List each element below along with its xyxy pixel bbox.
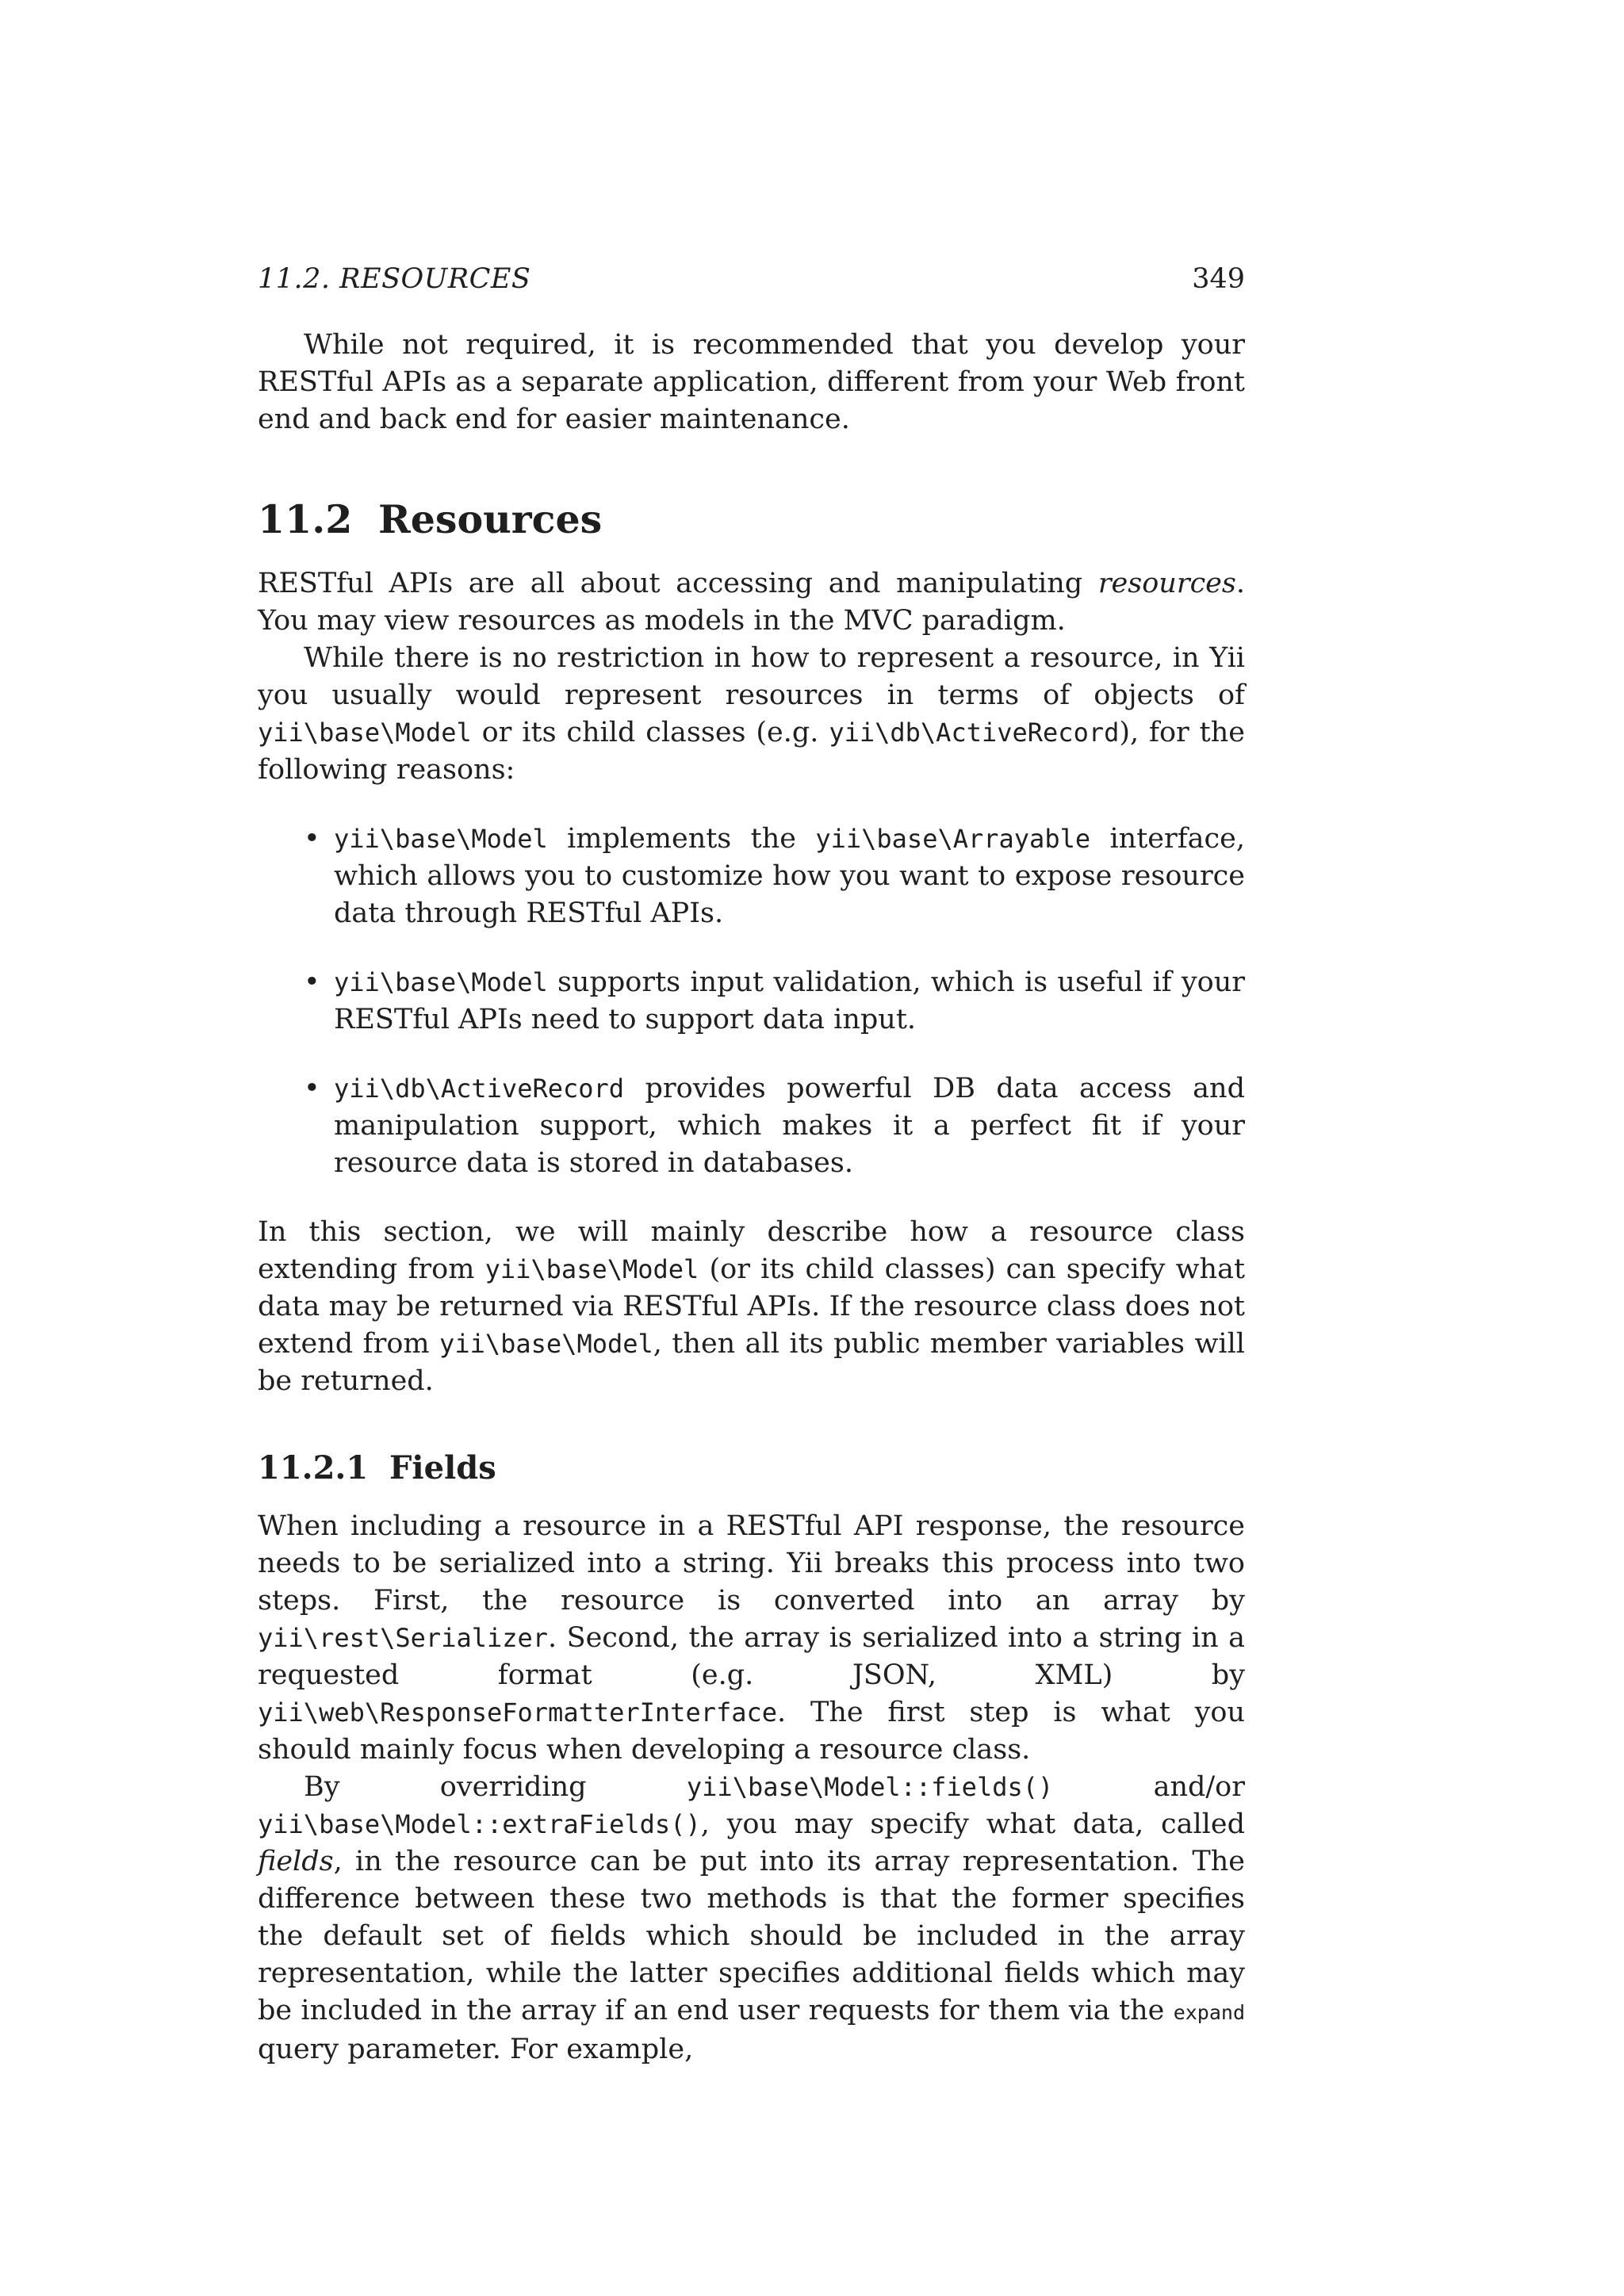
text-run: ), for the following reasons:: [258, 717, 1245, 786]
representation-paragraph: [258, 640, 1245, 789]
text-run: While there is no restriction in how to represent a resource, in Yii you usually would represent resources in terms of objects of: [258, 642, 1245, 711]
code-yii-base-model: yii\base\Model: [334, 967, 548, 997]
text-run: , you may specify what data, called: [700, 1808, 1245, 1840]
emphasis-fields: fields: [258, 1846, 334, 1877]
code-model-extrafields: yii\base\Model::extraFields(): [258, 1809, 701, 1839]
list-item: [258, 964, 1245, 1039]
subsection-number: 11.2.1: [258, 1449, 369, 1487]
text-run: In this section, we will mainly describe how a resource class extending from: [258, 1216, 1245, 1285]
code-expand: expand: [1173, 2001, 1245, 2024]
text-run: implements the: [547, 823, 816, 855]
code-yii-base-model: yii\base\Model: [439, 1329, 653, 1359]
text-run: , then all its public member variables will be returned.: [258, 1328, 1245, 1397]
running-head: [258, 260, 1245, 298]
fields-paragraph: [258, 1769, 1245, 2068]
bullet-icon: •: [304, 823, 320, 855]
subsection-title: Fields: [389, 1449, 496, 1487]
code-yii-base-model: yii\base\Model: [258, 718, 472, 748]
code-yii-base-model: yii\base\Model: [485, 1254, 699, 1284]
section-number: 11.2: [258, 496, 353, 542]
section-scope-paragraph: [258, 1214, 1245, 1400]
text-run: supports input validation, which is useful if your RESTful APIs need to support data input.: [334, 966, 1245, 1035]
serialization-paragraph: [258, 1508, 1245, 1769]
text-run: . The first step is what you should mainly focus when developing a resource class.: [258, 1697, 1245, 1766]
bullet-icon: •: [304, 1073, 320, 1104]
page-number: 349: [1192, 263, 1245, 295]
text-run: , in the resource can be put into its array representation. The difference between these two methods is that the former specifies the default set of fields which should be included in the array representation, while the latter specifies additional fields which may be included in the array if an end user requests for them via the: [258, 1846, 1245, 2026]
text-run: When including a resource in a RESTful API response, the resource needs to be serialized into a string. Yii breaks this process into two steps. First, the resource is converted into an array by: [258, 1510, 1245, 1617]
text-run: or its child classes (e.g.: [471, 717, 829, 748]
code-yii-rest-serializer: yii\rest\Serializer: [258, 1623, 549, 1653]
running-head-section: 11.2. RESOURCES: [258, 263, 531, 295]
code-yii-base-arrayable: yii\base\Arrayable: [815, 824, 1091, 854]
text-run: and/or: [1053, 1771, 1245, 1803]
list-item-text: [334, 821, 1245, 932]
section-title: Resources: [378, 496, 603, 542]
list-item-text: [334, 1070, 1245, 1182]
text-run: query parameter. For example,: [258, 2034, 694, 2065]
code-model-fields: yii\base\Model::fields(): [686, 1772, 1054, 1802]
code-response-formatter-interface: yii\web\ResponseFormatterInterface: [258, 1697, 778, 1728]
book-page: [258, 260, 1245, 2068]
list-item: [258, 821, 1245, 932]
code-yii-db-activerecord: yii\db\ActiveRecord: [334, 1073, 625, 1104]
resources-paragraph: [258, 565, 1245, 640]
text-run: (or its child classes) can specify what data may be returned via RESTful APIs. If the resource class does not extend from: [258, 1253, 1246, 1360]
text-run: provides powerful DB data access and manipulation support, which makes it a perfect fit if your resource data is stored in databases.: [334, 1073, 1245, 1179]
text-run: RESTful APIs are all about accessing and manipulating: [258, 568, 1098, 599]
text-run: interface, which allows you to customize how you want to expose resource data through RESTful APIs.: [334, 823, 1245, 929]
bullet-icon: •: [304, 966, 320, 998]
subsection-heading: [258, 1448, 1245, 1489]
text-run: By overriding: [304, 1771, 687, 1803]
code-yii-base-model: yii\base\Model: [334, 824, 548, 854]
list-item: [258, 1070, 1245, 1182]
list-item-text: [334, 964, 1245, 1039]
code-yii-db-activerecord: yii\db\ActiveRecord: [829, 718, 1120, 748]
intro-paragraph: While not required, it is recommended that you develop your RESTful APIs as a separate application, different from your Web front end and back end for easier maintenance.: [258, 329, 1245, 435]
emphasis-resources: resources: [1097, 568, 1236, 599]
text-run: . Second, the array is serialized into a string in a requested format (e.g. JSON, XML) by: [258, 1622, 1245, 1691]
text-run: . You may view resources as models in the MVC paradigm.: [258, 568, 1245, 637]
section-heading: [258, 496, 1245, 543]
reasons-list: [258, 821, 1245, 1182]
